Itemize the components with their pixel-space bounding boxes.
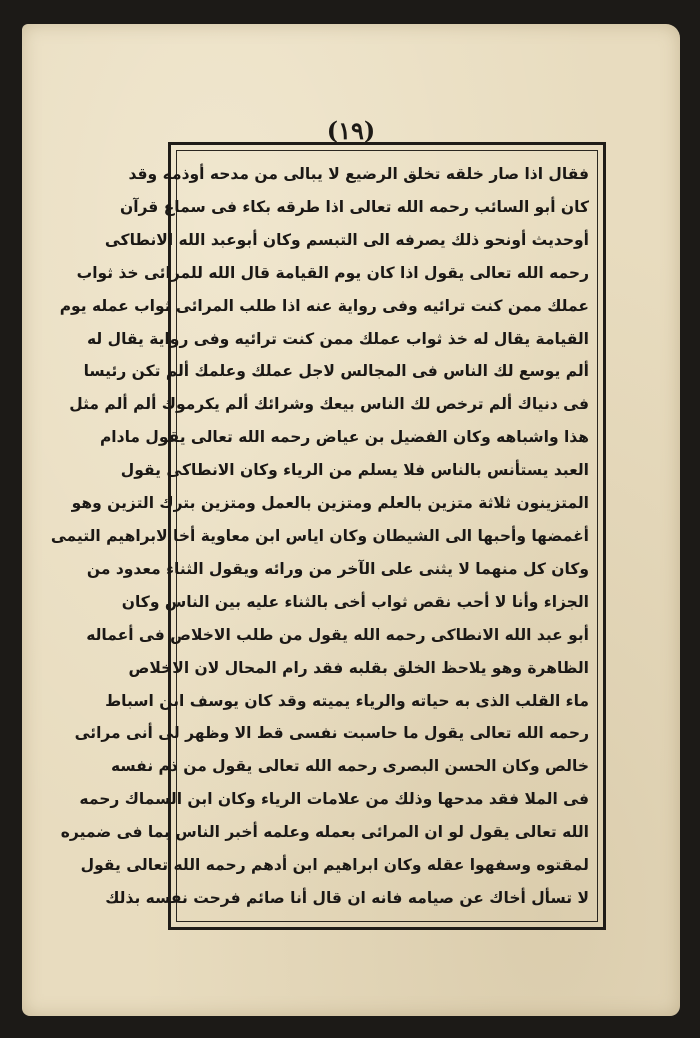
- body-text: [50, 159, 589, 913]
- text-line: لمقتوه وسفهوا عقله وكان ابراهيم ابن أدهم رحمه الله تعالى يقول: [80, 856, 589, 875]
- text-line: الله تعالى يقول لو ان المرائى بعمله وعلمه أخبر الناس بما فى ضميره: [60, 823, 589, 842]
- text-line: عملك ممن كنت ترائيه وفى رواية عنه اذا طلب المرائى ثواب عمله يوم: [59, 296, 589, 315]
- text-line: رحمه الله تعالى يقول ما حاسبت نفسى قط الا وظهر لى أنى مرائى: [74, 724, 589, 743]
- text-frame: [50, 142, 606, 930]
- text-line: أوحديث أونحو ذلك يصرفه الى التبسم وكان أبوعبد الله الانطاكى: [104, 230, 589, 249]
- text-line: العبد يستأنس بالناس فلا يسلم من الرياء وكان الانطاكى يقول: [120, 461, 589, 480]
- text-line: ماء القلب الذى به حياته والرياء يميته وقد كان يوسف ابن اسباط: [105, 691, 589, 710]
- text-line: كان أبو السائب رحمه الله تعالى اذا طرقه بكاء فى سماع قرآن: [119, 197, 589, 216]
- text-line: خالص وكان الحسن البصرى رحمه الله تعالى يقول من ذم نفسه: [110, 757, 589, 776]
- text-line: هذا واشباهه وكان الفضيل بن عياض رحمه الله تعالى يقول مادام: [99, 428, 589, 447]
- text-line: أغمضها وأحبها الى الشيطان وكان اياس ابن معاوية أخا لابراهيم التيمى: [50, 526, 589, 545]
- text-line: فى دنياك ألم ترخص لك الناس بيعك وشرائك ألم يكرموك ألم ألم مثل: [69, 395, 589, 414]
- text-line: الجزاء وأنا لا أحب نقص ثواب أخى بالثناء عليه بين الناس وكان: [121, 592, 589, 611]
- text-line: لا تسأل أخاك عن صيامه فانه ان قال أنا صائم فرحت نفسه بذلك: [105, 888, 589, 907]
- text-line: فقال اذا صار خلقه تخلق الرضيع لا يبالى من مدحه أوذمه وقد: [128, 165, 589, 183]
- text-line: أبو عبد الله الانطاكى رحمه الله يقول من طلب الاخلاص فى أعماله: [86, 625, 589, 644]
- text-line: رحمه الله تعالى يقول اذا كان يوم القيامة قال الله للمرائى خذ ثواب: [76, 263, 589, 282]
- text-line: فى الملا فقد مدحها وذلك من علامات الرياء وكان ابن السماك رحمه: [79, 790, 589, 809]
- manuscript-page: [22, 24, 680, 1016]
- text-line: القيامة يقال له خذ ثواب عملك ممن كنت ترائيه وفى رواية يقال له: [87, 329, 589, 348]
- text-line: وكان كل منهما لا يثنى على الآخر من ورائه ويقول الثناء معدود من: [86, 559, 589, 578]
- page-number: (١٩): [326, 116, 376, 145]
- text-line: ألم يوسع لك الناس فى المجالس لاجل عملك وعلمك ألم تكن رئيسا: [83, 362, 589, 381]
- text-line: المتزينون ثلاثة متزين بالعلم ومتزين بالعمل ومتزين بترك التزين وهو: [71, 494, 589, 513]
- text-line: الظاهرة وهو يلاحظ الخلق بقلبه فقد رام المحال لان الاخلاص: [128, 658, 589, 677]
